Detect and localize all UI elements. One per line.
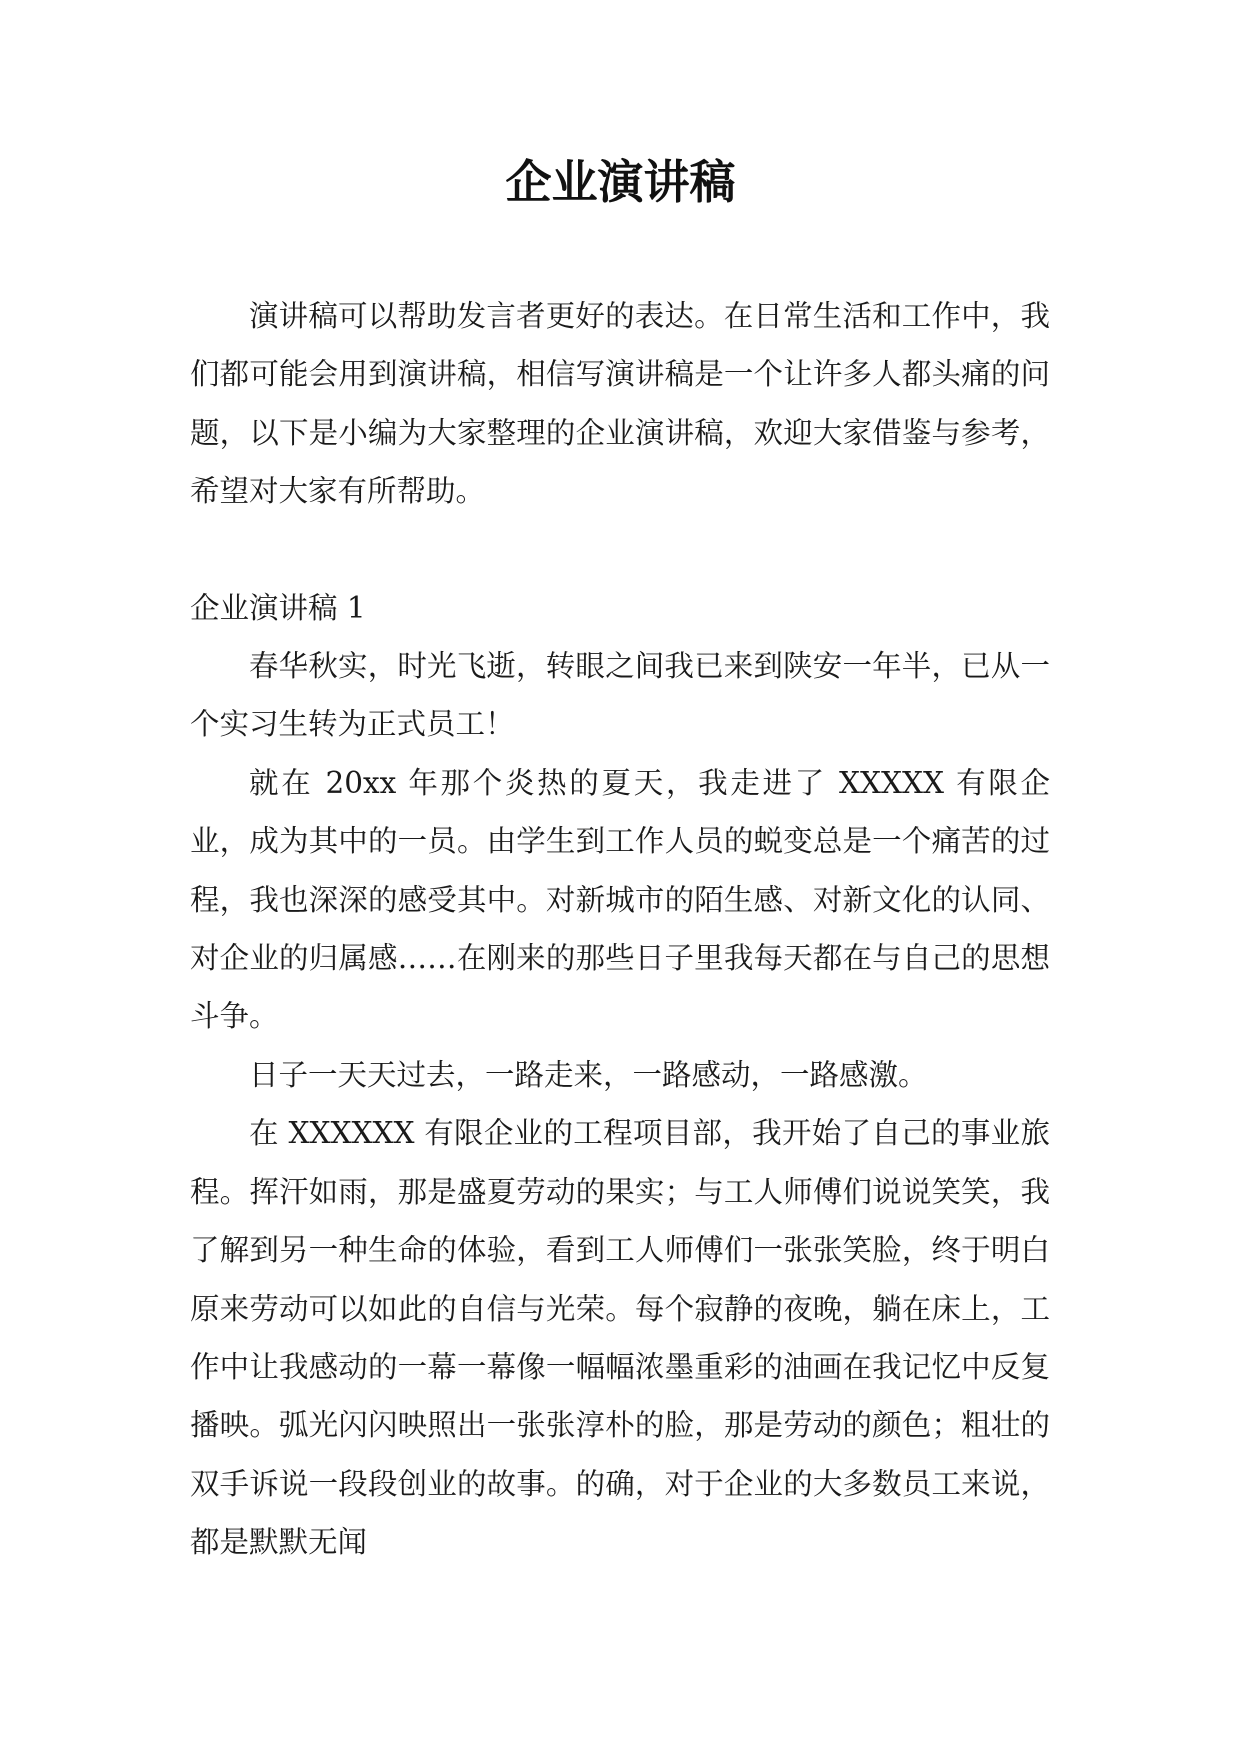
document-title: 企业演讲稿	[505, 155, 736, 209]
document-body	[190, 287, 1050, 1572]
intro-paragraph: 演讲稿可以帮助发言者更好的表达。在日常生活和工作中，我们都可能会用到演讲稿，相信写演讲稿是一个让许多人都头痛的问题，以下是小编为大家整理的企业演讲稿，欢迎大家借鉴与参考，希望对大家有所帮助。	[190, 299, 1050, 509]
section-heading: 企业演讲稿 1	[190, 590, 366, 625]
body-paragraph-1: 春华秋实，时光飞逝，转眼之间我已来到陕安一年半，已从一个实习生转为正式员工！	[190, 649, 1050, 742]
body-paragraph-2: 就在 20xx 年那个炎热的夏天，我走进了 XXXXX 有限企业，成为其中的一员。由学生到工作人员的蜕变总是一个痛苦的过程，我也深深的感受其中。对新城市的陌生感、对新文化的认同、对企业的归属感……在刚来的那些日子里我每天都在与自己的思想斗争。	[190, 765, 1050, 1034]
body-paragraph-4: 在 XXXXXX 有限企业的工程项目部，我开始了自己的事业旅程。挥汗如雨，那是盛夏劳动的果实；与工人师傅们说说笑笑，我了解到另一种生命的体验，看到工人师傅们一张张笑脸，终于明白原来劳动可以如此的自信与光荣。每个寂静的夜晚，躺在床上，工作中让我感动的一幕一幕像一幅幅浓墨重彩的油画在我记忆中反复播映。弧光闪闪映照出一张张淳朴的脸，那是劳动的颜色；粗壮的双手诉说一段段创业的故事。的确，对于企业的大多数员工来说，都是默默无闻	[190, 1116, 1050, 1560]
body-paragraph-3: 日子一天天过去，一路走来，一路感动，一路感激。	[249, 1057, 928, 1092]
